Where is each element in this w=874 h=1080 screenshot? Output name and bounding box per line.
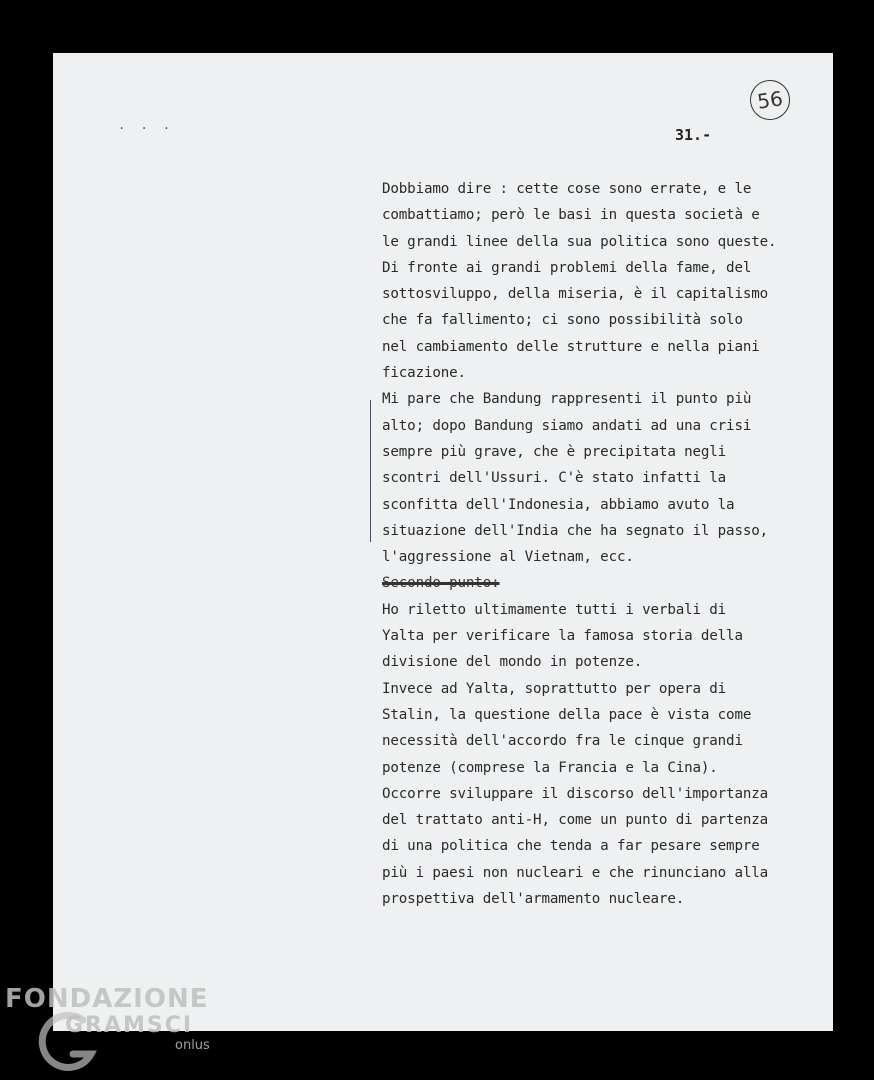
text-line: sconfitta dell'Indonesia, abbiamo avuto la <box>382 496 735 513</box>
text-line: combattiamo; però le basi in questa società e <box>382 207 760 224</box>
watermark-title: FONDAZIONE <box>5 984 209 1014</box>
text-line: Dobbiamo dire : cette cose sono errate, e le <box>382 181 752 197</box>
typed-text-block <box>382 176 822 912</box>
text-line: Ho riletto ultimamente tutti i verbali di <box>382 601 727 618</box>
text-line: nel cambiamento delle strutture e nella piani <box>382 338 760 355</box>
text-line: potenze (comprese la Francia e la Cina). <box>382 759 718 776</box>
watermark-suffix: onlus <box>175 1038 210 1053</box>
text-line: che fa fallimento; ci sono possibilità solo <box>382 312 743 329</box>
text-line: sottosviluppo, della miseria, è il capitalismo <box>382 286 769 303</box>
text-line: Di fronte ai grandi problemi della fame, del <box>382 259 752 276</box>
text-line: Stalin, la questione della pace è vista come <box>382 706 752 723</box>
text-line: situazione dell'India che ha segnato il passo, <box>382 522 769 539</box>
text-line: del trattato anti-H, come un punto di partenza <box>382 812 769 829</box>
text-line: Mi pare che Bandung rappresenti il punto più <box>382 391 752 408</box>
text-line: Yalta per verificare la famosa storia della <box>382 628 743 645</box>
text-line: scontri dell'Ussuri. C'è stato infatti la <box>382 470 727 487</box>
foundation-watermark <box>5 985 210 1053</box>
text-line: le grandi linee della sua politica sono queste. <box>382 233 777 250</box>
struck-text-line: Secondo punto: <box>382 575 500 592</box>
page-number: 31.- <box>675 126 712 144</box>
text-line: prospettiva dell'armamento nucleare. <box>382 891 685 908</box>
text-line: sempre più grave, che è precipitata negli <box>382 443 727 460</box>
text-line: l'aggressione al Vietnam, ecc. <box>382 549 634 566</box>
text-line: Invece ad Yalta, soprattutto per opera di <box>382 680 727 697</box>
text-line: ficazione. <box>382 365 466 382</box>
text-line: più i paesi non nucleari e che rinunciano alla <box>382 864 769 881</box>
watermark-subtitle: GRAMSCI <box>65 1013 194 1038</box>
text-line: divisione del mondo in potenze. <box>382 654 643 671</box>
margin-annotation-line <box>370 400 371 542</box>
text-line: alto; dopo Bandung siamo andati ad una crisi <box>382 417 752 434</box>
text-line: di una politica che tenda a far pesare sempre <box>382 838 760 855</box>
margin-dots: . . . <box>118 118 175 132</box>
text-line: Occorre sviluppare il discorso dell'importanza <box>382 785 769 802</box>
archive-number-stamp: 56 <box>747 77 792 122</box>
text-line: necessità dell'accordo fra le cinque grandi <box>382 733 743 750</box>
